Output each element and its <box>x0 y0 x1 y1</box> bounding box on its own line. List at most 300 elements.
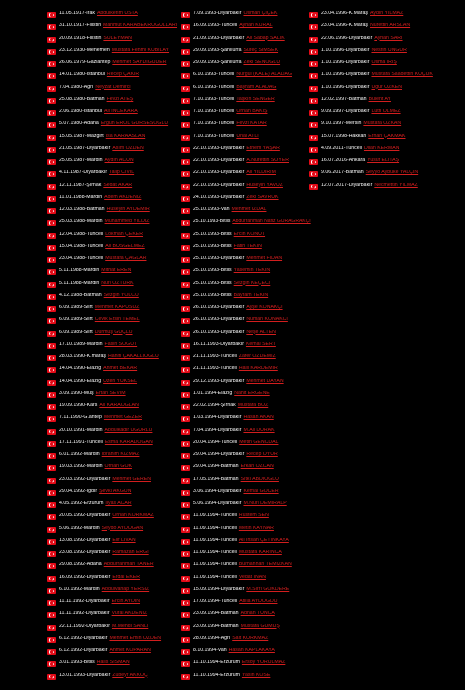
entry-name-link[interactable]: Nesrin ÜNGÜR <box>371 47 407 53</box>
turkish-flag-icon <box>47 527 56 533</box>
entry-date-place: 29.08.1992-Adana <box>59 562 102 568</box>
turkish-flag-icon <box>47 122 56 128</box>
entry-date-place: 6.10.1993-Tunceli <box>193 72 235 78</box>
entry-name-link[interactable]: Yasin KÖSE <box>241 672 271 678</box>
list-item <box>47 501 177 513</box>
entry-date-place: 26.06.1979-Gaziantep <box>59 60 111 65</box>
entry-name-link[interactable]: Nurettin ARSLAN <box>370 23 411 29</box>
entry-name-link[interactable]: Ali İhsan ÇETİNKAYA <box>238 537 289 543</box>
turkish-flag-icon <box>47 12 56 18</box>
entry-text <box>321 134 405 139</box>
entry-text <box>193 244 262 249</box>
turkish-flag-icon <box>47 465 56 471</box>
list-item <box>181 60 311 72</box>
entry-date-place: 15.07.1998-Hakkari <box>321 133 367 139</box>
entry-name-link[interactable]: Mustafa Fehmi KUBİLAY <box>111 47 170 53</box>
list-item <box>181 575 311 587</box>
list-item <box>181 673 311 685</box>
turkish-flag-icon <box>309 37 318 43</box>
entry-name-link[interactable]: Zafer ÖZDEMİZ <box>238 354 276 359</box>
entry-name-link[interactable]: Erhan ÇAKMAK <box>368 133 406 139</box>
entry-text <box>59 415 142 420</box>
entry-name-link[interactable]: Nahit ERGENE <box>234 390 270 396</box>
list-item <box>47 293 177 305</box>
list-item <box>47 599 177 611</box>
entry-text <box>193 550 282 555</box>
entry-name-link[interactable]: Abdulkadir UĞURLU <box>104 427 153 433</box>
entry-date-place: 31.10.1917-Filistin <box>59 23 102 29</box>
turkish-flag-icon <box>181 490 190 496</box>
entry-name-link[interactable]: Ramazan ERGİ <box>112 550 149 555</box>
entry-name-link[interactable]: Ayşe KONAKÇI <box>246 305 283 310</box>
list-item <box>181 134 311 146</box>
entry-text <box>193 575 266 580</box>
list-item <box>309 48 459 60</box>
entry-name-link[interactable]: Sezgin YOLCU <box>103 292 139 298</box>
entry-text <box>59 440 153 445</box>
entry-name-link[interactable]: Lütfi ÖLMEZ <box>371 109 401 114</box>
entry-text <box>321 48 407 53</box>
list-item <box>47 85 177 97</box>
entry-name-link[interactable]: Mehmet İZDAL <box>231 207 267 212</box>
entry-name-link[interactable]: Muhammed YILDIZ <box>104 219 150 225</box>
entry-text <box>193 170 276 175</box>
entry-name-link[interactable]: Adnan TUNCA <box>240 611 275 617</box>
entry-name-link[interactable]: Mehmet FİDAN <box>246 256 283 261</box>
list-item <box>47 23 177 35</box>
turkish-flag-icon <box>47 355 56 361</box>
list-item <box>181 403 311 415</box>
entry-name-link[interactable]: Zübeyr AKKOÇ <box>112 672 148 678</box>
turkish-flag-icon <box>47 367 56 373</box>
turkish-flag-icon <box>47 245 56 251</box>
entry-text <box>193 648 275 653</box>
turkish-flag-icon <box>309 159 318 165</box>
entry-name-link[interactable]: Hüseyin YAVUZ <box>246 182 283 188</box>
entry-name-link[interactable]: Ali Sabap SALİK <box>246 35 285 41</box>
turkish-flag-icon <box>181 380 190 386</box>
entry-name-link[interactable]: Halis SİSMAN <box>96 660 130 666</box>
entry-date-place: 14.04.1990-Elazığ <box>59 366 102 372</box>
entry-name-link[interactable]: Burhanhan TEMİZKAN <box>238 562 292 568</box>
entry-text <box>193 464 274 469</box>
entry-name-link[interactable]: Ali YILDIRIM <box>246 170 276 176</box>
entry-name-link[interactable]: Sait KORKMAZ <box>232 635 269 641</box>
entry-name-link[interactable]: Vedat İNAN <box>238 574 266 580</box>
list-item <box>181 317 311 329</box>
entry-name-link[interactable]: Ayhan SARI <box>374 35 403 41</box>
entry-name-link[interactable]: Osma İRİŞ <box>371 60 397 65</box>
turkish-flag-icon <box>181 122 190 128</box>
entry-text <box>321 158 399 163</box>
entry-name-link[interactable]: Asım ÖZDEN <box>112 145 144 151</box>
list-item <box>181 624 311 636</box>
entry-date-place: 23.04.1996-K.Maraş <box>321 11 369 16</box>
list-item <box>181 636 311 648</box>
entry-name-link[interactable]: Ercin AYDIN <box>111 599 141 604</box>
entry-text <box>59 170 134 175</box>
entry-date-place: 15.04.1988-Tunceli <box>59 243 104 249</box>
turkish-flag-icon <box>309 171 318 177</box>
entry-name-link[interactable]: Ercin KONUT <box>233 231 266 237</box>
turkish-flag-icon <box>181 135 190 141</box>
entry-text <box>321 23 410 28</box>
entry-text <box>193 60 280 65</box>
entry-date-place: 6.12.1992-Diyarbakır <box>59 635 108 641</box>
entry-name-link[interactable]: İsa KARAASLAN <box>105 133 146 139</box>
entry-name-link[interactable]: Fatih TEKİN <box>233 243 262 249</box>
list-item <box>47 207 177 219</box>
entry-name-link[interactable]: Osman ÇİÇEK <box>243 11 278 16</box>
entry-name-link[interactable]: Halil KARDEMİR <box>238 366 278 372</box>
entry-date-place: 25.10.1993-Bitlis <box>193 243 232 249</box>
entry-text <box>193 636 268 641</box>
entry-date-place: 5.07.1980-Adana <box>59 121 99 127</box>
entry-name-link[interactable]: Abdurrahman Nafiz GÜRAĞRAKÇI <box>232 219 311 225</box>
entry-name-link[interactable]: Mehmet KAPUSUZ <box>94 305 140 310</box>
entry-date-place: 25.10.1993-Diyarbakır <box>193 256 245 261</box>
entry-text <box>193 501 287 506</box>
entry-text <box>59 330 133 335</box>
list-item <box>181 36 311 48</box>
entry-name-link[interactable]: M.Ali DURAK <box>243 427 275 433</box>
entry-date-place: 5.11.1988-Mardin <box>59 280 100 286</box>
turkish-flag-icon <box>181 563 190 569</box>
entry-date-place: 25.10.1993-Bitlis <box>193 292 232 298</box>
turkish-flag-icon <box>47 24 56 30</box>
entry-text <box>59 575 140 580</box>
list-item <box>181 158 311 170</box>
entry-name-link[interactable]: Numan KONAKCI <box>246 317 288 323</box>
entry-text <box>321 183 418 188</box>
turkish-flag-icon <box>181 441 190 447</box>
entry-text <box>59 379 137 384</box>
entry-text <box>59 403 139 408</box>
entry-name-link[interactable]: Orhan GÖK <box>104 464 132 470</box>
entry-name-link[interactable]: Ayhan KURAL <box>239 23 273 29</box>
entry-name-link[interactable]: Fasih SÖĞÜT <box>104 341 138 347</box>
entry-name-link[interactable]: Rüstem SEN <box>238 513 269 519</box>
entry-text <box>59 85 131 90</box>
entry-date-place: 25.10.1993-Bitlis <box>193 280 232 286</box>
entry-name-link[interactable]: Hanifi ÇAKALLIOĞLU <box>108 354 159 359</box>
list-item <box>181 330 311 342</box>
entry-name-link[interactable]: Sezgin KEÇECİ <box>233 280 271 286</box>
entry-name-link[interactable]: Kemal GÖCER <box>243 488 279 494</box>
entry-name-link[interactable]: Mithat EREN <box>101 268 132 274</box>
list-item <box>47 256 177 268</box>
entry-date-place: 22.11.1992-Diyarbakır <box>59 623 110 629</box>
turkish-flag-icon <box>47 416 56 422</box>
entry-name-link[interactable]: Şevki AKGÜN <box>99 488 132 494</box>
turkish-flag-icon <box>181 465 190 471</box>
entry-date-place: 21.11.1993-Tunceli <box>193 366 237 372</box>
turkish-flag-icon <box>47 441 56 447</box>
entry-name-link[interactable]: Ahmet BEKAR <box>103 366 138 372</box>
list-item <box>181 513 311 525</box>
entry-name-link[interactable]: M.Sırrı GÖKDERE <box>246 586 290 592</box>
entry-name-link[interactable]: Yusuf ELİTAŞ <box>367 158 400 163</box>
list-item <box>181 648 311 660</box>
entry-name-link[interactable]: Erdal EKER <box>112 574 141 580</box>
turkish-flag-icon <box>181 184 190 190</box>
entry-date-place: 11.09.1994-Tunceli <box>193 562 237 568</box>
entry-name-link[interactable]: Mehmet Emin ÖZDEN <box>109 635 162 641</box>
entry-text <box>321 97 391 102</box>
entry-name-link[interactable]: Ali KARAOĞLAN <box>99 403 139 408</box>
entry-name-link[interactable]: Hasan KAPLAKAYA <box>228 648 275 653</box>
entry-date-place: 9.06.2017-Batman <box>321 170 364 176</box>
turkish-flag-icon <box>47 625 56 631</box>
entry-text <box>59 134 145 139</box>
entry-name-link[interactable]: Hüseyin AYDEMİR <box>106 207 150 212</box>
entry-name-link[interactable]: Necmettin YILMAZ <box>374 182 418 188</box>
entry-text <box>193 599 277 604</box>
entry-date-place: 3.01.1993-Bitlis <box>59 660 95 666</box>
entry-text <box>59 317 140 322</box>
entry-name-link[interactable]: Seyyo Aybüke YALÇIN <box>365 170 419 176</box>
entry-date-place: 25.10.1993-Van <box>193 207 230 212</box>
turkish-flag-icon <box>309 184 318 190</box>
entry-text <box>59 611 147 616</box>
entry-text <box>193 477 279 482</box>
entry-name-link[interactable]: Ethem YAŞAR <box>246 145 280 151</box>
entry-name-link[interactable]: Ali İNCEKARA <box>103 109 138 114</box>
turkish-flag-icon <box>47 539 56 545</box>
entry-date-place: 14.01.1980-İstanbul <box>59 72 105 78</box>
list-column-2 <box>181 11 311 685</box>
entry-name-link[interactable]: Ali BOSGELMEZ <box>105 243 145 249</box>
entry-name-link[interactable]: Durmuş GÜÇLÜ <box>94 329 133 335</box>
entry-name-link[interactable]: Kemal SERT <box>245 341 276 347</box>
entry-date-place: 23.03.1992-Diyarbakır <box>59 476 111 482</box>
entry-name-link[interactable]: Mahmut KARABEKROĞULLARI <box>103 23 177 29</box>
entry-text <box>193 281 270 286</box>
entry-name-link[interactable]: Atilla AYDOĞDU <box>239 599 278 604</box>
entry-name-link[interactable]: Ahmet KOPARAN <box>109 648 151 653</box>
entry-name-link[interactable]: Mustafa ÖZKAN <box>363 121 402 127</box>
entry-name-link[interactable]: Mustafa ÇAĞLAR <box>105 256 147 261</box>
entry-text <box>59 489 131 494</box>
entry-name-link[interactable]: Orhan BAKIŞ <box>236 109 268 114</box>
list-item <box>47 232 177 244</box>
entry-name-link[interactable]: Talip CİVİL <box>109 170 135 176</box>
entry-name-link[interactable]: Mustafa KARINCA <box>238 550 282 555</box>
entry-text <box>193 366 278 371</box>
entry-date-place: 2.06.1980-İstanbul <box>59 109 102 114</box>
list-item <box>47 268 177 280</box>
list-item <box>309 97 459 109</box>
entry-text <box>59 146 144 151</box>
entry-name-link[interactable]: İlyas ACAR <box>105 501 132 506</box>
list-item <box>181 183 311 195</box>
entry-text <box>193 415 274 420</box>
turkish-flag-icon <box>47 649 56 655</box>
list-item <box>181 195 311 207</box>
turkish-flag-icon <box>181 649 190 655</box>
list-item <box>47 281 177 293</box>
entry-text <box>193 379 284 384</box>
list-item <box>47 379 177 391</box>
turkish-flag-icon <box>47 306 56 312</box>
entry-name-link[interactable]: Mehmet GEZER <box>103 415 142 421</box>
entry-date-place: 23.08.1992-Diyarbakır <box>59 550 111 555</box>
entry-date-place: 1.10.1996-Diyarbakır <box>321 60 370 65</box>
list-item <box>47 330 177 342</box>
entry-name-link[interactable]: Neyzat Demirci <box>95 84 131 90</box>
entry-name-link[interactable]: Seydo AYDOĞAN <box>101 525 144 531</box>
turkish-flag-icon <box>181 12 190 18</box>
entry-date-place: 1.10.1996-Diyarbakır <box>321 84 370 90</box>
entry-date-place: 5.06.1992-Mardin <box>59 525 100 531</box>
entry-name-link[interactable]: Mustafa BOZ <box>237 403 269 408</box>
entry-name-link[interactable]: Uzeri YÜKSEL <box>103 378 138 384</box>
entry-name-link[interactable]: Hasan AKAN <box>243 415 274 421</box>
entry-text <box>59 477 151 482</box>
entry-name-link[interactable]: Abdülkerim USTA <box>96 11 138 16</box>
entry-text <box>193 317 288 322</box>
entry-date-place: 25.10.1993-Bitlis <box>193 268 232 274</box>
turkish-flag-icon <box>181 527 190 533</box>
entry-name-link[interactable]: Mehmet GEREN <box>112 476 151 482</box>
entry-date-place: 7.10.1993-Tunceli <box>193 109 235 114</box>
entry-name-link[interactable]: SÜLEYMAN <box>103 35 132 41</box>
entry-date-place: 20.10.1991-Mardin <box>59 427 103 433</box>
entry-name-link[interactable]: Vural AKDENİZ <box>111 611 148 617</box>
entry-text <box>193 562 292 567</box>
turkish-flag-icon <box>181 98 190 104</box>
turkish-flag-icon <box>181 196 190 202</box>
entry-text <box>59 624 148 629</box>
entry-date-place: 22.02.1994-Şırnak <box>193 403 236 408</box>
entry-name-link[interactable]: Recep OYUR <box>246 452 278 457</box>
entry-name-link[interactable]: M.Mehdi SANLI <box>111 623 149 629</box>
entry-name-link[interactable]: Neşe ALTEN <box>246 329 276 335</box>
entry-name-link[interactable]: Yasemin TEKİN <box>233 268 271 274</box>
entry-name-link[interactable]: Abdulvahap YERSİZ <box>101 586 150 592</box>
entry-name-link[interactable]: Metin KAYNAR <box>238 525 274 531</box>
list-item <box>309 158 459 170</box>
turkish-flag-icon <box>47 612 56 618</box>
entry-name-link[interactable]: Uğur ÖZKEN <box>371 84 403 90</box>
entry-name-link[interactable]: Lokman ÇEKER <box>105 231 144 237</box>
entry-name-link[interactable]: Ergün EROL GÜRSESOĞLU <box>100 121 169 127</box>
entry-name-link[interactable]: Mehmet DAYAN <box>246 378 284 384</box>
list-item <box>309 36 459 48</box>
entry-name-link[interactable]: M.Nuri DEMİRALP <box>243 501 287 506</box>
list-item <box>181 11 311 23</box>
entry-name-link[interactable]: Esma KARADOĞAN <box>104 439 153 445</box>
entry-name-link[interactable]: Aydın ACUN <box>104 158 134 163</box>
entry-name-link[interactable]: A.Nurettin SOYER <box>246 158 289 163</box>
entry-text <box>321 85 402 90</box>
entry-name-link[interactable]: İbrahim KIZMAZ <box>101 452 140 457</box>
entry-name-link[interactable]: Süreç SİMSEK <box>243 47 279 53</box>
list-item <box>47 219 177 231</box>
entry-text <box>59 72 139 77</box>
entry-text <box>193 660 285 665</box>
entry-text <box>59 23 177 28</box>
list-item <box>47 550 177 562</box>
turkish-flag-icon <box>181 355 190 361</box>
list-item <box>47 11 177 23</box>
entry-name-link[interactable]: Nurgül (KALE) ALADAĞ <box>236 72 292 78</box>
entry-name-link[interactable]: Abdurrahman TANER <box>103 562 154 568</box>
entry-text <box>193 72 292 77</box>
entry-text <box>193 624 280 629</box>
entry-date-place: 16.09.1992-Diyarbakır <box>59 574 111 580</box>
entry-name-link[interactable]: Sıtkı ABDİOĞLU <box>240 476 279 482</box>
list-item <box>47 60 177 72</box>
entry-name-link[interactable]: Dilan KERMAN <box>363 145 400 151</box>
list-item <box>181 342 311 354</box>
entry-name-link[interactable]: Erkan ÖZCAN <box>240 464 274 470</box>
entry-name-link[interactable]: Adem AKDENİZ <box>104 194 142 200</box>
list-item <box>181 489 311 501</box>
list-item <box>181 538 311 550</box>
entry-name-link[interactable]: Elif LİVAN <box>112 537 136 543</box>
entry-date-place: 3.09.1990-Muş <box>59 390 94 396</box>
list-item <box>309 60 459 72</box>
entry-name-link[interactable]: Ertan SEVİM <box>95 390 126 396</box>
entry-date-place: 6.01.1992-Mardin <box>59 452 100 457</box>
entry-name-link[interactable]: Cevik Ersin TEMEL <box>94 317 140 323</box>
entry-date-place: 7.11.1990-G.antep <box>59 415 102 421</box>
entry-name-link[interactable]: Bayram TEKİN <box>233 292 269 298</box>
turkish-flag-icon <box>47 184 56 190</box>
entry-date-place: 20.09.1918-Filistin <box>59 35 102 41</box>
entry-date-place: 6.10.1993-Tunceli <box>193 84 235 90</box>
entry-name-link[interactable]: Mustafa GÜMÜŞ <box>240 623 280 629</box>
entry-text <box>59 428 152 433</box>
list-item <box>47 624 177 636</box>
entry-text <box>59 538 136 543</box>
entry-text <box>193 134 259 139</box>
entry-name-link[interactable]: Mustafa Saadettin KÜÇÜK <box>371 72 433 78</box>
turkish-flag-icon <box>47 171 56 177</box>
list-item <box>181 72 311 84</box>
list-item <box>47 244 177 256</box>
entry-name-link[interactable]: Recep ÇAKIR <box>106 72 140 78</box>
list-item <box>181 170 311 182</box>
entry-date-place: 11.09.1994-Tunceli <box>193 513 237 519</box>
entry-name-link[interactable]: Zeki SAVRUK <box>246 194 279 200</box>
turkish-flag-icon <box>309 12 318 18</box>
entry-name-link[interactable]: Bülent AY <box>368 96 391 102</box>
list-item <box>47 538 177 550</box>
entry-name-link[interactable]: Zeki SENOĞLU <box>243 60 281 65</box>
entry-name-link[interactable]: Metin GENCDAL <box>239 439 279 445</box>
entry-name-link[interactable]: Aydın YILMAZ <box>370 11 404 16</box>
entry-name-link[interactable]: Mehmet SAYDIGÜDER <box>112 60 167 65</box>
entry-text <box>59 36 132 41</box>
entry-name-link[interactable]: Ersoy YORULMAZ <box>241 660 286 666</box>
entry-name-link[interactable]: Bayram ALADAĞ <box>236 84 277 90</box>
entry-text <box>59 244 145 249</box>
entry-name-link[interactable]: Sedat AKAR <box>103 182 133 188</box>
entry-name-link[interactable]: Fevzi KATAR <box>236 121 267 127</box>
entry-name-link[interactable]: Orhan KORKMAZ <box>112 513 154 519</box>
entry-date-place: 26.10.1993-Diyarbakır <box>193 317 245 323</box>
entry-name-link[interactable]: Nuri ÖZTÜRK <box>101 280 134 286</box>
entry-name-link[interactable]: Taşkın SENGER <box>236 96 275 102</box>
entry-name-link[interactable]: Fevzi ATEŞ <box>106 96 134 102</box>
turkish-flag-icon <box>47 49 56 55</box>
list-item <box>181 501 311 513</box>
turkish-flag-icon <box>47 269 56 275</box>
entry-name-link[interactable]: Ünal ATLI <box>236 133 259 139</box>
turkish-flag-icon <box>47 110 56 116</box>
